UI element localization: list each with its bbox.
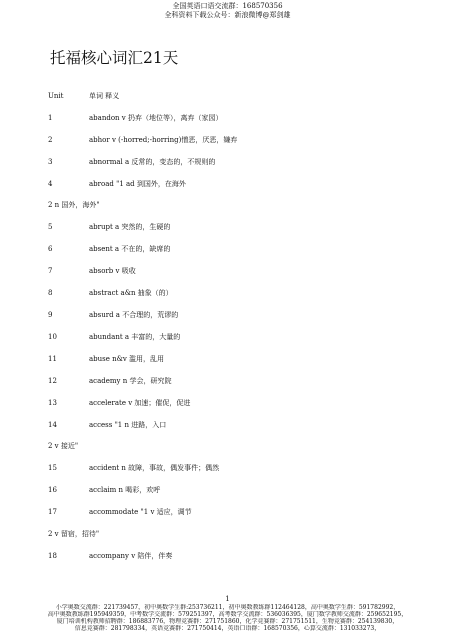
- entry-text: abrupt a 突然的，生硬的: [89, 223, 171, 231]
- entry-text: absorb v 吸收: [89, 267, 136, 275]
- entry-row: [0, 397, 455, 409]
- entry-text: abuse n&v 滥用，乱用: [89, 355, 165, 363]
- entry-number: 9: [48, 311, 53, 319]
- entry-number: 11: [48, 355, 57, 363]
- entry-row: [0, 462, 455, 474]
- page-title: 托福核心词汇21天: [50, 49, 179, 67]
- entry-text: accompany v 陪伴，伴奏: [89, 552, 173, 560]
- entry-text: acclaim n 喝彩，欢呼: [89, 486, 161, 494]
- entry-number: 6: [48, 245, 53, 253]
- entry-continuation: 2 v 接近": [48, 442, 79, 450]
- entry-row: [0, 331, 455, 343]
- entry-number: 12: [48, 377, 57, 385]
- entry-continuation: 2 v 留宿，招待": [48, 530, 100, 538]
- entry-number: 3: [48, 158, 53, 166]
- entry-row: [0, 419, 455, 431]
- entry-row: [0, 156, 455, 168]
- entry-number: 14: [48, 421, 57, 429]
- column-header-row: [0, 90, 455, 102]
- entry-row: [0, 287, 455, 299]
- entry-text: absent a 不在的，缺席的: [89, 245, 171, 253]
- footer-line-4: 信息竞赛群：281798334，英语竞赛群：271750414，英语口语群：168570356，心算交流群：131033273，: [74, 625, 381, 632]
- entry-row: [0, 265, 455, 277]
- entry-continuation: 2 n 国外，海外": [48, 201, 100, 209]
- entry-text: access "1 n 进路，入口: [89, 421, 167, 429]
- entry-text: academy n 学会，研究院: [89, 377, 172, 385]
- column-header-unit: Unit: [48, 92, 64, 100]
- entry-text: absurd a 不合理的，荒谬的: [89, 311, 179, 319]
- footer-line-3: 厦门培训机构教师招聘群：186883776，物理竞赛群：271751860，化学竞赛群：271751511，生物竞赛群：254139830，: [56, 618, 399, 625]
- entry-row: [0, 309, 455, 321]
- page-number: 1: [225, 595, 230, 603]
- entry-number: 2: [48, 136, 53, 144]
- entry-row: [0, 243, 455, 255]
- entry-text: abstract a&n 抽象（的）: [89, 289, 173, 297]
- entry-number: 17: [48, 508, 57, 516]
- entry-row: [0, 353, 455, 365]
- column-header-entry: 单词 释义: [89, 92, 120, 100]
- footer-line-1: 小学奥数交流群：221739457，初中奥数学生群:253736211，初中奥数教练群112464128，高中奥数学生群：591782992，: [55, 604, 400, 611]
- entry-text: abnormal a 反常的，变态的，不规则的: [89, 158, 216, 166]
- entry-row: [0, 506, 455, 518]
- entry-number: 5: [48, 223, 53, 231]
- entry-number: 10: [48, 333, 57, 341]
- entry-text: abhor v (-horred;-horring)憎恶，厌恶，嫌弃: [89, 136, 238, 144]
- entry-text: accelerate v 加速；催促，促进: [89, 399, 191, 407]
- entry-text: abundant a 丰富的，大量的: [89, 333, 181, 341]
- entry-number: 16: [48, 486, 57, 494]
- entry-row: [0, 375, 455, 387]
- entry-text: accident n 故障，事故，偶发事件；偶然: [89, 464, 220, 472]
- entry-number: 13: [48, 399, 57, 407]
- entry-row: [0, 221, 455, 233]
- entry-row: [0, 484, 455, 496]
- entry-number: 18: [48, 552, 57, 560]
- entry-number: 7: [48, 267, 53, 275]
- entry-number: 4: [48, 180, 53, 188]
- entry-text: abroad "1 ad 到国外，在海外: [89, 180, 186, 188]
- entry-number: 15: [48, 464, 57, 472]
- entry-row: [0, 112, 455, 124]
- header-line-1: 全国英语口语交流群：168570356: [172, 2, 283, 10]
- footer-line-2: 高中奥数教练群195949359，中考数学交流群：579251397，高考数学交流群：536036395，厦门数学教师交流群：259652195，: [47, 611, 408, 618]
- entry-row: [0, 550, 455, 562]
- entry-number: 1: [48, 114, 53, 122]
- entry-text: accommodate "1 v 适应，调节: [89, 508, 192, 516]
- entry-row: [0, 134, 455, 146]
- header-line-2: 全科资料下载公众号：新浪微博@郑剑雄: [164, 11, 291, 19]
- entry-text: abandon v 扔弃（地位等），离弃（家园）: [89, 114, 223, 122]
- entry-number: 8: [48, 289, 53, 297]
- entry-row: [0, 178, 455, 190]
